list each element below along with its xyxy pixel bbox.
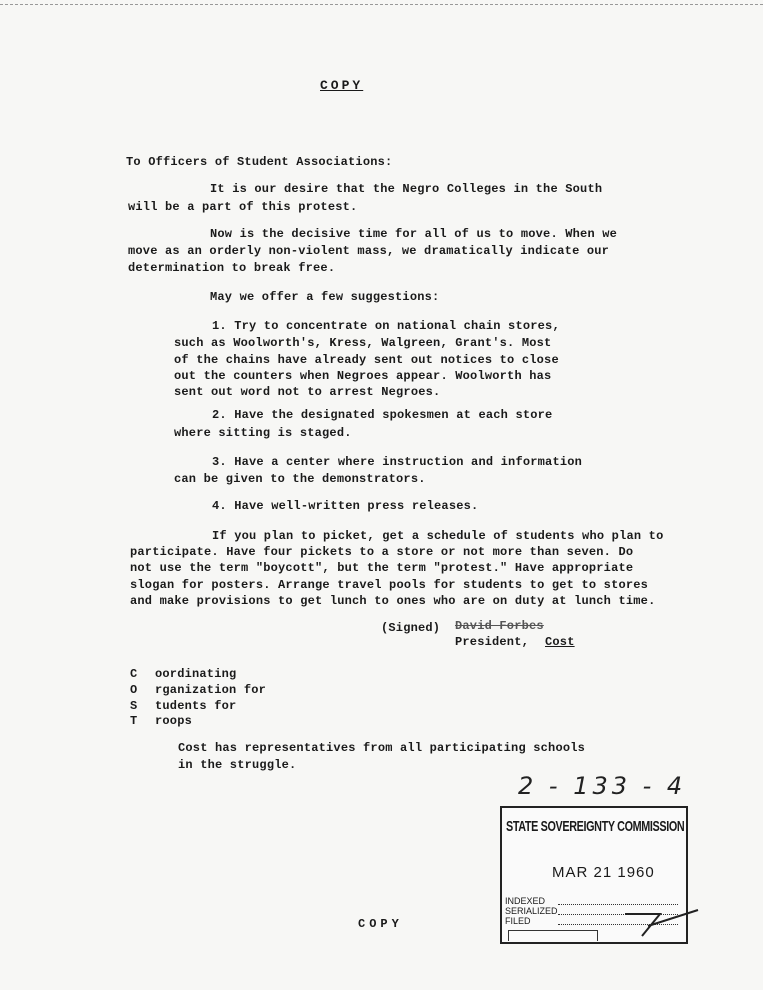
suggestion-2: 2. Have the designated spokesmen at each store: [212, 408, 553, 422]
body-line: and make provisions to get lunch to ones who are on duty at lunch time.: [130, 594, 656, 608]
closing-line: in the struggle.: [178, 758, 297, 772]
acronym-letter: C: [130, 667, 138, 681]
body-line: not use the term "boycott", but the term "protest." Have appropriate: [130, 561, 634, 575]
suggestion-4: 4. Have well-written press releases.: [212, 499, 479, 513]
body-line: determination to break free.: [128, 261, 336, 275]
body-line: sent out word not to arrest Negroes.: [174, 385, 441, 399]
acronym-word: roops: [155, 714, 193, 728]
acronym-word: rganization for: [155, 683, 267, 697]
copy-title: COPY: [320, 78, 364, 93]
stamp-box: [508, 930, 598, 941]
acronym-word: tudents for: [155, 699, 237, 713]
initials-scribble: [620, 908, 700, 938]
handwritten-file-number: 2 - 133 - 4: [518, 772, 687, 800]
body-line: If you plan to picket, get a schedule of students who plan to: [212, 529, 664, 543]
signer-org: Cost: [545, 635, 575, 649]
body-line: slogan for posters. Arrange travel pools for students to get to stores: [130, 578, 649, 592]
stamp-label-serialized: SERIALIZED: [505, 906, 558, 916]
acronym-word: oordinating: [155, 667, 237, 681]
body-line: of the chains have already sent out notices to close: [174, 353, 559, 367]
suggestion-1: 1. Try to concentrate on national chain stores,: [212, 319, 560, 333]
body-line: such as Woolworth's, Kress, Walgreen, Grant's. Most: [174, 336, 552, 350]
body-line: It is our desire that the Negro Colleges in the South: [210, 182, 603, 196]
signed-label: (Signed): [381, 621, 441, 635]
stamp-title: STATE SOVEREIGNTY COMMISSION: [506, 818, 685, 835]
stamp-dotted-line: [558, 904, 678, 905]
body-line: move as an orderly non-violent mass, we dramatically indicate our: [128, 244, 610, 258]
closing-line: Cost has representatives from all participating schools: [178, 741, 586, 755]
signer-name: David Forbes: [455, 619, 544, 633]
body-line: will be a part of this protest.: [128, 200, 358, 214]
acronym-letter: S: [130, 699, 138, 713]
body-line: participate. Have four pickets to a store or not more than seven. Do: [130, 545, 634, 559]
salutation: To Officers of Student Associations:: [126, 155, 393, 169]
footer-copy: COPY: [358, 917, 403, 931]
stamp-label-filed: FILED: [505, 916, 531, 926]
body-line: May we offer a few suggestions:: [210, 290, 440, 304]
body-line: where sitting is staged.: [174, 426, 352, 440]
body-line: can be given to the demonstrators.: [174, 472, 426, 486]
body-line: Now is the decisive time for all of us to move. When we: [210, 227, 618, 241]
body-line: out the counters when Negroes appear. Woolworth has: [174, 369, 552, 383]
top-border: [0, 4, 763, 5]
suggestion-3: 3. Have a center where instruction and information: [212, 455, 583, 469]
acronym-letter: T: [130, 714, 138, 728]
stamp-label-indexed: INDEXED: [505, 896, 546, 906]
stamp-date: MAR 21 1960: [552, 864, 655, 881]
signer-title: President,: [455, 635, 530, 649]
acronym-letter: O: [130, 683, 138, 697]
